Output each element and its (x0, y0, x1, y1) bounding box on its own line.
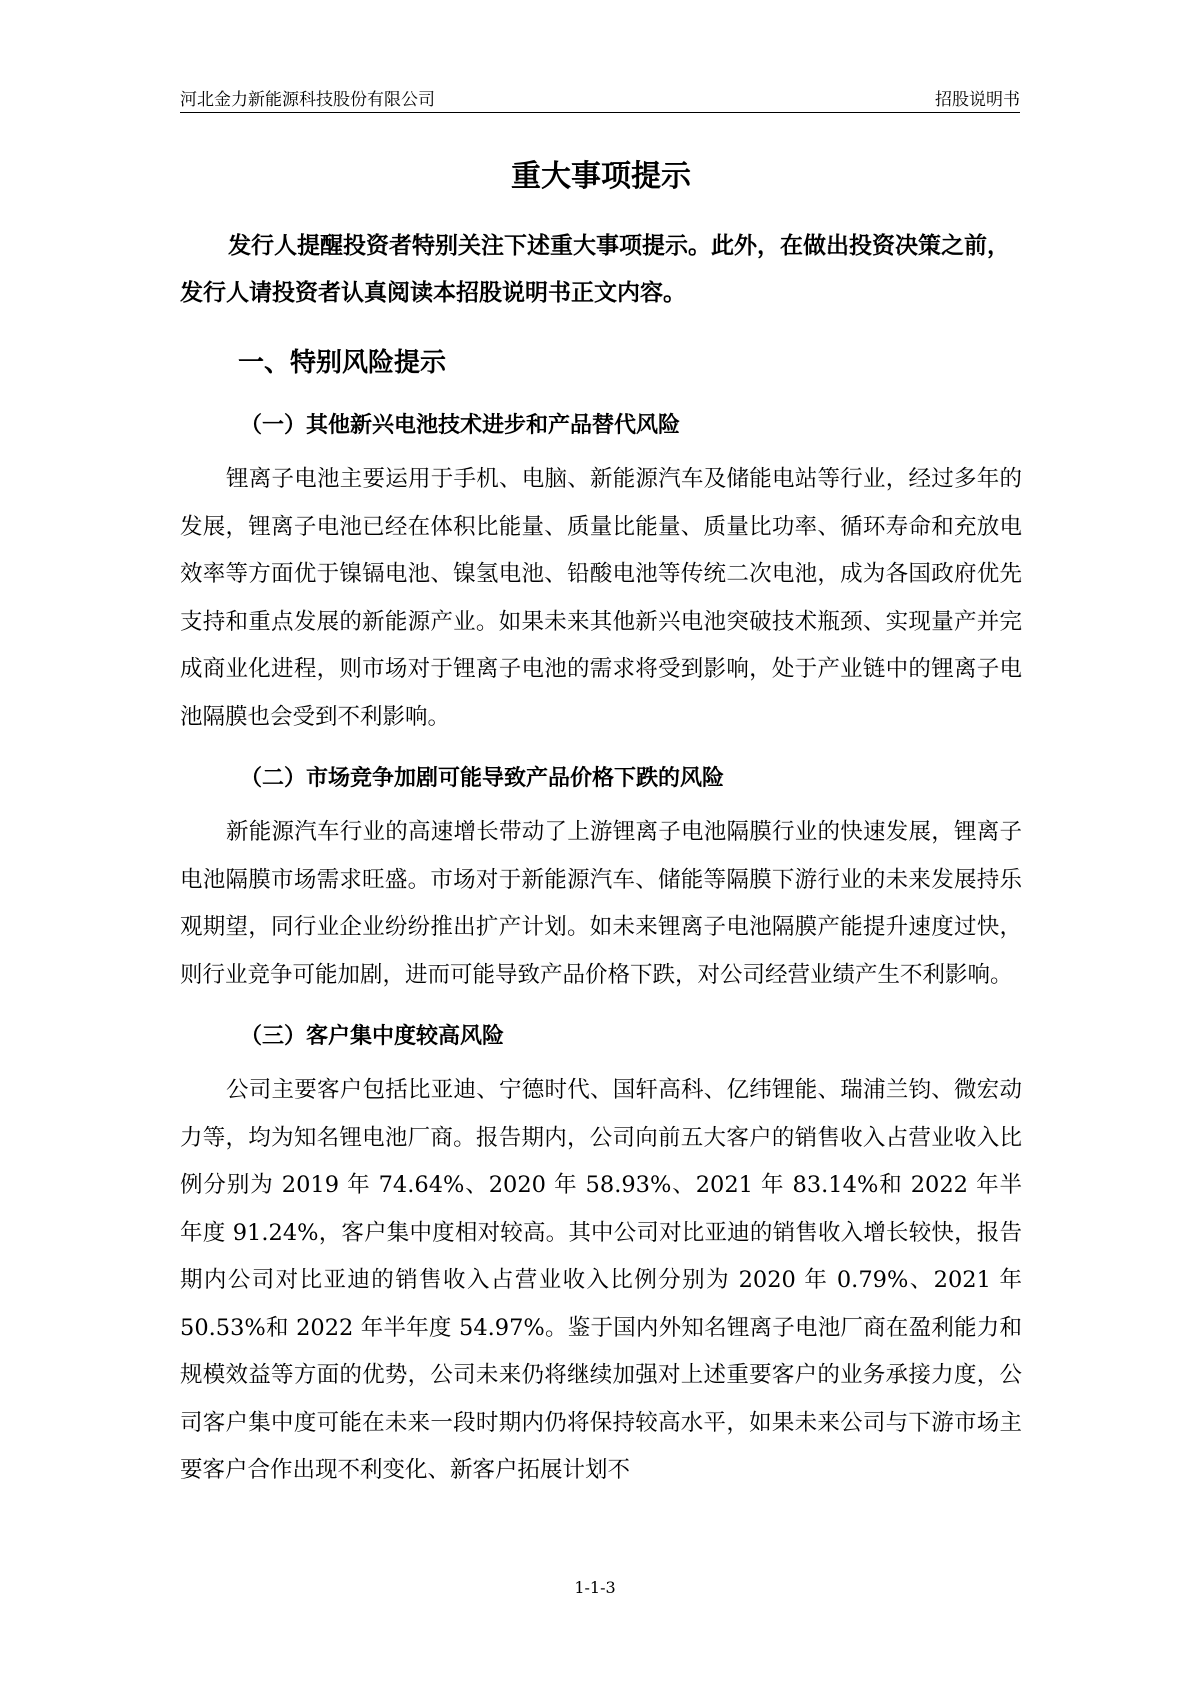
subsection-heading-price-competition: （二）市场竞争加剧可能导致产品价格下跌的风险 (240, 765, 725, 791)
page-title: 重大事项提示 (511, 159, 691, 194)
paragraph-price-competition: 新能源汽车行业的高速增长带动了上游锂离子电池隔膜行业的快速发展，锂离子电池隔膜市场需求旺盛。市场对于新能源汽车、储能等隔膜下游行业的未来发展持乐观期望，同行业企业纷纷推出扩产计划。如未来锂离子电池隔膜产能提升速度过快，则行业竞争可能加剧，进而可能导致产品价格下跌，对公司经营业绩产生不利影响。 (180, 819, 1022, 988)
intro-paragraph: 发行人提醒投资者特别关注下述重大事项提示。此外，在做出投资决策之前，发行人请投资者认真阅读本招股说明书正文内容。 (180, 232, 1010, 306)
header-company-name: 河北金力新能源科技股份有限公司 (180, 90, 435, 110)
paragraph-tech-substitution: 锂离子电池主要运用于手机、电脑、新能源汽车及储能电站等行业，经过多年的发展，锂离子电池已经在体积比能量、质量比能量、质量比功率、循环寿命和充放电效率等方面优于镍镉电池、镍氢电池、铅酸电池等传统二次电池，成为各国政府优先支持和重点发展的新能源产业。如果未来其他新兴电池突破技术瓶颈、实现量产并完成商业化进程，则市场对于锂离子电池的需求将受到影响，处于产业链中的锂离子电池隔膜也会受到不利影响。 (180, 466, 1022, 730)
page-number: 1-1-3 (574, 1578, 616, 1597)
page-header (180, 82, 1020, 113)
page-content (180, 150, 1022, 1495)
header-document-type: 招股说明书 (935, 90, 1020, 110)
paragraph-customer-concentration: 公司主要客户包括比亚迪、宁德时代、国轩高科、亿纬锂能、瑞浦兰钧、微宏动力等，均为知名锂电池厂商。报告期内，公司向前五大客户的销售收入占营业收入比例分别为 2019 年 74.64%、2020 年 58.93%、2021 年 83.14%和 2022 年半年度 91.24%，客户集中度相对较高。其中公司对比亚迪的销售收入增长较快，报告期内公司对比亚迪的销售收入占营业收入比例分别为 2020 年 0.79%、2021 年 50.53%和 2022 年半年度 54.97%。鉴于国内外知名锂离子电池厂商在盈利能力和规模效益等方面的优势，公司未来仍将继续加强对上述重要客户的业务承接力度，公司客户集中度可能在未来一段时期内仍将保持较高水平，如果未来公司与下游市场主要客户合作出现不利变化、新客户拓展计划不 (180, 1077, 1022, 1483)
section-heading-special-risks: 一、特别风险提示 (238, 348, 447, 378)
subsection-heading-tech-substitution: （一）其他新兴电池技术进步和产品替代风险 (240, 412, 681, 438)
subsection-heading-customer-concentration: （三）客户集中度较高风险 (240, 1023, 505, 1049)
